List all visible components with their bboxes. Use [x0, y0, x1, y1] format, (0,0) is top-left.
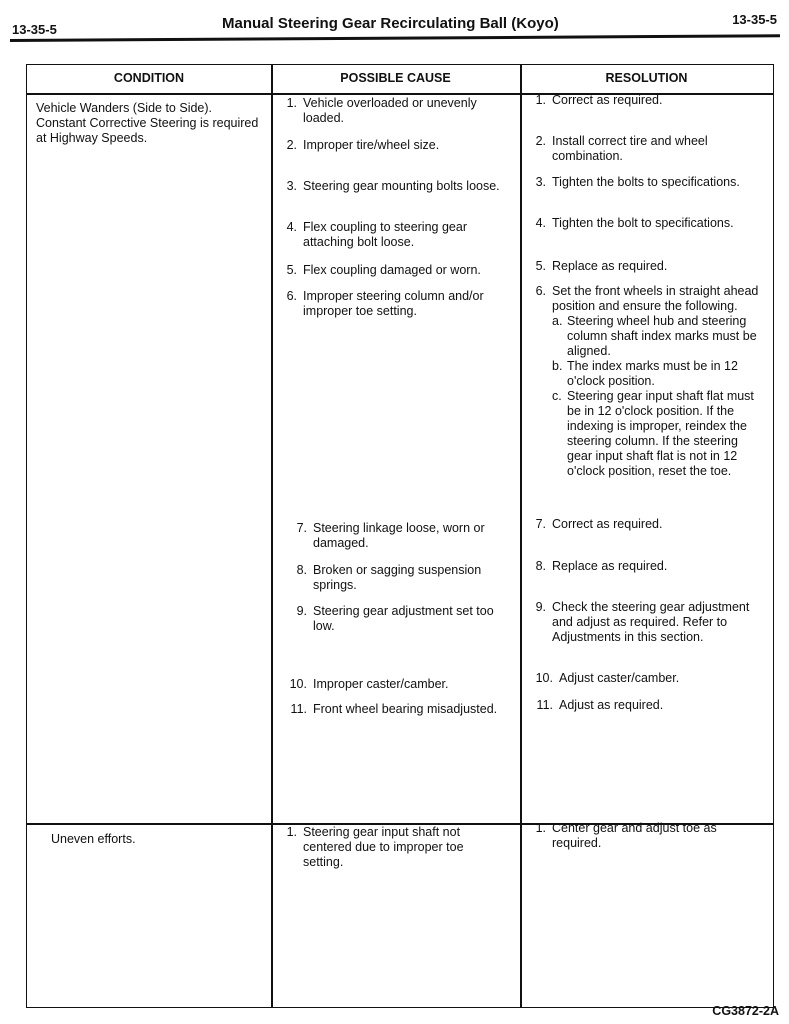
resolution-item: 9. Check the steering gear adjustment and adjust as required. Refer to Adjustments in this section. — [535, 600, 750, 644]
resolution-item: 4. Tighten the bolt to specifications. — [535, 216, 734, 230]
cause-item: 3. Steering gear mounting bolts loose. — [286, 179, 500, 193]
column-header-condition: CONDITION — [113, 71, 185, 85]
resolution-subitem: a. Steering wheel hub and steering column shaft index marks must be aligned. — [552, 314, 757, 358]
resolution-item: 7. Correct as required. — [535, 517, 663, 531]
cause-item: 9. Steering gear adjustment set too low. — [296, 604, 494, 633]
resolution-item: 1. Center gear and adjust toe as required. — [535, 821, 717, 850]
condition-cell: Uneven efforts. — [51, 832, 136, 846]
cause-item: 1. Vehicle overloaded or unevenly loaded. — [286, 96, 477, 125]
cause-item: 7. Steering linkage loose, worn or damaged. — [296, 521, 485, 550]
resolution-item: 6. Set the front wheels in straight ahead position and ensure the following. a. Steering wheel hub and steering column shaft index marks must be aligned. b. The index marks must be in 12 o'clock position. c. Steering gear input shaft flat must be in 12 o'clock position. If the indexing is improper, reindex the steering column. If the steering gear input shaft flat is not in 12 o'clock position, reset the toe. — [530, 284, 766, 479]
resolution-text: Set the front wheels in straight ahead position and ensure the following. — [552, 284, 759, 313]
column-header-resolution: RESOLUTION — [605, 71, 688, 85]
resolution-item: 3. Tighten the bolts to specifications. — [535, 175, 740, 189]
header-rule — [10, 34, 780, 42]
resolution-subitem: b. The index marks must be in 12 o'clock position. — [552, 359, 738, 388]
cause-item: 6. Improper steering column and/or improper toe setting. — [286, 289, 484, 318]
cause-item: 2. Improper tire/wheel size. — [286, 138, 440, 152]
cause-item: 5. Flex coupling damaged or worn. — [286, 263, 481, 277]
cause-item: 4. Flex coupling to steering gear attaching bolt loose. — [286, 220, 467, 249]
resolution-item: 2. Install correct tire and wheel combination. — [535, 134, 708, 163]
resolution-item: 1. Correct as required. — [535, 93, 663, 107]
column-header-possible-cause: POSSIBLE CAUSE — [340, 71, 451, 85]
cause-item: 1. Steering gear input shaft not centered due to improper toe setting. — [286, 825, 464, 869]
page-number-right: 13-35-5 — [732, 12, 777, 27]
cause-item: 11. Front wheel bearing misadjusted. — [290, 702, 498, 716]
cause-item: 8. Broken or sagging suspension springs. — [296, 563, 482, 592]
resolution-item: 10. Adjust caster/camber. — [535, 671, 680, 685]
page-number-left: 13-35-5 — [12, 22, 57, 37]
column-divider — [271, 65, 273, 1007]
resolution-item: 11. Adjust as required. — [536, 698, 664, 712]
troubleshooting-table — [26, 64, 774, 1008]
page-title: Manual Steering Gear Recirculating Ball (Koyo) — [222, 15, 559, 32]
figure-code: CG3872-2A — [712, 1004, 779, 1018]
resolution-subitem: c. Steering gear input shaft flat must be in 12 o'clock position. If the indexing is improper, reindex the steering column. If the steering gear input shaft flat is not in 12 o'clock position, reset the toe. — [552, 389, 754, 478]
column-divider — [520, 65, 522, 1007]
resolution-item: 5. Replace as required. — [535, 259, 668, 273]
resolution-item: 8. Replace as required. — [535, 559, 668, 573]
cause-item: 10. Improper caster/camber. — [289, 677, 449, 691]
condition-cell: Vehicle Wanders (Side to Side). Constant Corrective Steering is required at Highway Speeds. — [36, 101, 259, 145]
